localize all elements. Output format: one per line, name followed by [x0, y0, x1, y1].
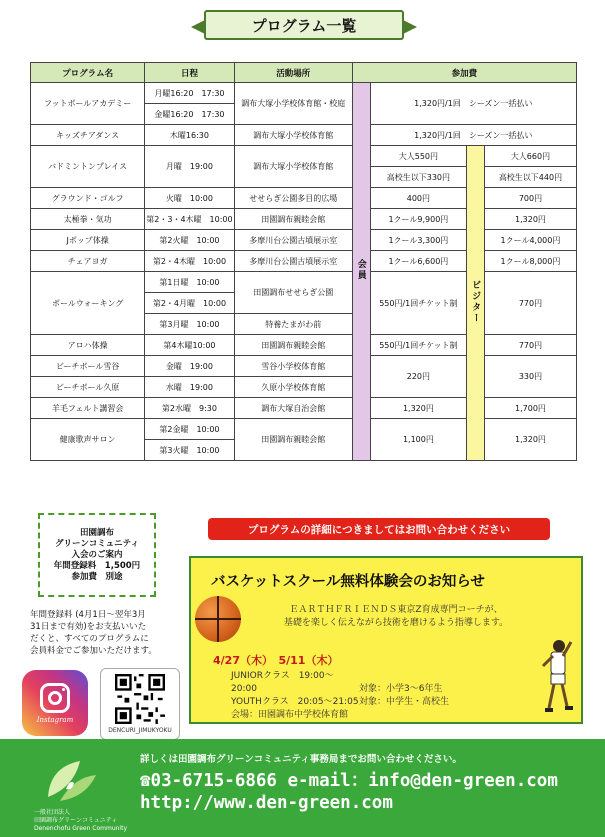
program-name: 太極拳・気功 — [31, 209, 145, 230]
class-time: JUNIORクラス 19:00～20:00 — [231, 671, 334, 694]
member-fee: 400円 — [370, 188, 467, 209]
schedule: 第2・3・4木曜 10:00 — [145, 209, 234, 230]
member-fee: 1,100円 — [370, 419, 467, 461]
member-fee: 1クール6,600円 — [370, 251, 467, 272]
info-line: 入会のご案内 — [71, 549, 123, 560]
info-line: 年間登録料 1,500円 — [53, 560, 141, 571]
program-name: ビーチボール久原 — [31, 377, 145, 398]
table-row — [31, 188, 577, 209]
program-name: キッズチアダンス — [31, 125, 145, 146]
schedule: 第2火曜 10:00 — [145, 230, 234, 251]
program-name: ビーチボール雪谷 — [31, 356, 145, 377]
program-name: チェアヨガ — [31, 251, 145, 272]
instagram-icon[interactable] — [22, 670, 88, 736]
notice-title: バスケットスクール無料体験会のお知らせ — [211, 574, 485, 590]
visitor-fee: 1クール4,000円 — [484, 230, 576, 251]
program-name: フットボールアカデミー — [31, 83, 145, 125]
member-fee: 220円 — [370, 356, 467, 398]
venue: 調布大塚小学校体育館 — [234, 146, 352, 188]
schedule: 月曜 19:00 — [145, 146, 234, 188]
header-schedule: 日程 — [145, 63, 234, 83]
visitor-fee: 1,700円 — [484, 398, 576, 419]
footer-inquiry-text: 詳しくは田園調布グリーンコミュニティ事務局までお問い合わせください。 — [140, 754, 462, 765]
footer — [0, 739, 605, 837]
program-table — [30, 62, 577, 461]
table-row — [31, 125, 577, 146]
org-line: 一般社団法人 — [34, 809, 71, 816]
schedule: 金曜 19:00 — [145, 356, 234, 377]
venue: 多摩川台公園古墳展示室 — [234, 230, 352, 251]
venue: 田園調布親睦会館 — [234, 209, 352, 230]
class-target: 対象：小学3～6年生 — [359, 684, 443, 694]
desc-line: ＥＡＲＴＨＦＲＩＥＮＤＳ東京Z育成専門コーチが、 — [289, 605, 503, 615]
schedule: 月曜16:20 17:30 — [145, 83, 234, 104]
schedule: 第1日曜 10:00 — [145, 272, 234, 293]
member-fee: 1クール9,900円 — [370, 209, 467, 230]
desc-line: 基礎を楽しく伝えながら技術を磨けるよう指導します。 — [283, 618, 509, 628]
note-line: 年間登録料 (4月1日～翌年3月 — [30, 610, 146, 620]
notice-description — [231, 604, 561, 630]
table-row — [31, 209, 577, 230]
program-name: ポールウォーキング — [31, 272, 145, 335]
instagram-label: Instagram — [36, 715, 74, 724]
visitor-fee: 700円 — [484, 188, 576, 209]
program-name: アロハ体操 — [31, 335, 145, 356]
qr-code-icon — [115, 674, 165, 724]
membership-info-box — [38, 513, 156, 597]
program-name: 羊毛フェルト講習会 — [31, 398, 145, 419]
program-name: 健康歌声サロン — [31, 419, 145, 461]
schedule: 第2・4月曜 10:00 — [145, 293, 234, 314]
venue: 雪谷小学校体育館 — [234, 356, 352, 377]
table-row — [31, 251, 577, 272]
fee: 1,320円/1回 シーズン一括払い — [370, 125, 576, 146]
member-fee: 大人550円 — [370, 146, 467, 167]
page-title: プログラム一覧 — [204, 10, 404, 40]
venue: 調布大塚小学校体育館・校庭 — [234, 83, 352, 125]
visitor-fee: 330円 — [484, 356, 576, 398]
venue: 調布大塚小学校体育館 — [234, 125, 352, 146]
class-target: 対象：中学生・高校生 — [359, 697, 450, 707]
program-name: Jポップ体操 — [31, 230, 145, 251]
event-venue: 会場：田園調布中学校体育館 — [231, 710, 349, 720]
note-line: だくと、すべてのプログラムに — [30, 634, 149, 644]
table-row — [31, 419, 577, 440]
schedule: 第3火曜 10:00 — [145, 440, 234, 461]
program-name: グラウンド・ゴルフ — [31, 188, 145, 209]
class-schedule — [231, 670, 449, 722]
fee: 1,320円/1回 シーズン一括払い — [370, 83, 576, 125]
camera-icon — [40, 683, 70, 713]
org-name — [34, 809, 127, 833]
leaf-logo-icon — [40, 757, 100, 805]
visitor-fee: 高校生以下440円 — [484, 167, 576, 188]
schedule: 第3月曜 10:00 — [145, 314, 234, 335]
schedule-row — [231, 696, 449, 709]
class-time: YOUTHクラス 20:05～21:05 — [231, 697, 359, 707]
table-row — [31, 146, 577, 167]
program-name: バドミントンプレイス — [31, 146, 145, 188]
visitor-fee: 大人660円 — [484, 146, 576, 167]
member-band: 会員 — [352, 83, 370, 461]
member-fee: 1,320円 — [370, 398, 467, 419]
header-venue: 活動場所 — [234, 63, 352, 83]
table-row — [31, 230, 577, 251]
table-row — [31, 335, 577, 356]
schedule: 水曜 19:00 — [145, 377, 234, 398]
member-fee: 550円/1回チケット制 — [370, 272, 467, 335]
table-header-row — [31, 63, 577, 83]
venue: 特養たまがわ前 — [234, 314, 352, 335]
org-line: Denenchofu Green Community — [34, 825, 128, 832]
table-row — [31, 83, 577, 104]
visitor-band: ビジター — [467, 146, 485, 461]
venue: せせらぎ公園多目的広場 — [234, 188, 352, 209]
venue: 久原小学校体育館 — [234, 377, 352, 398]
table-row — [31, 356, 577, 377]
note-line: 31日まで有効)をお支払いいた — [30, 622, 147, 632]
footer-url-link[interactable]: http://www.den-green.com — [140, 793, 393, 813]
header-program: プログラム名 — [31, 63, 145, 83]
visitor-fee: 770円 — [484, 272, 576, 335]
table-row — [31, 272, 577, 293]
venue: 田園調布親睦会館 — [234, 419, 352, 461]
schedule: 木曜16:30 — [145, 125, 234, 146]
visitor-fee: 1クール8,000円 — [484, 251, 576, 272]
info-line: グリーンコミュニティ — [55, 538, 139, 549]
qr-code[interactable] — [100, 668, 180, 740]
venue: 多摩川台公園古墳展示室 — [234, 251, 352, 272]
visitor-fee: 1,320円 — [484, 209, 576, 230]
schedule: 第4木曜10:00 — [145, 335, 234, 356]
visitor-fee: 1,320円 — [484, 419, 576, 461]
member-fee: 1クール3,300円 — [370, 230, 467, 251]
header-fee: 参加費 — [352, 63, 576, 83]
info-line: 参加費 別途 — [71, 571, 123, 582]
basketball-player-icon — [529, 638, 575, 718]
schedule: 火曜 10:00 — [145, 188, 234, 209]
footer-contact[interactable]: ☎03-6715-6866 e-mail：info@den-green.com — [140, 771, 558, 791]
note-line: 会員料金でご参加いただけます。 — [30, 646, 157, 656]
event-dates: 4/27（木） 5/11（木） — [213, 654, 339, 667]
qr-label: DENCURI_JIMUKYOKU — [108, 727, 172, 734]
contact-banner: プログラムの詳細につきましてはお問い合わせください — [208, 518, 550, 540]
schedule: 第2水曜 9:30 — [145, 398, 234, 419]
schedule-row — [231, 670, 449, 696]
schedule: 金曜16:20 17:30 — [145, 104, 234, 125]
schedule: 第2金曜 10:00 — [145, 419, 234, 440]
visitor-fee: 770円 — [484, 335, 576, 356]
venue: 田園調布親睦会館 — [234, 335, 352, 356]
org-line: 田園調布グリーンコミュニティ — [34, 817, 118, 824]
schedule: 第2・4木曜 10:00 — [145, 251, 234, 272]
info-line: 田園調布 — [79, 527, 114, 538]
table-row — [31, 398, 577, 419]
venue: 田園調布せせらぎ公園 — [234, 272, 352, 314]
basketball-notice — [189, 556, 583, 724]
venue: 調布大塚自治会館 — [234, 398, 352, 419]
member-fee: 高校生以下330円 — [370, 167, 467, 188]
member-fee: 550円/1回チケット制 — [370, 335, 467, 356]
registration-note — [30, 609, 200, 657]
